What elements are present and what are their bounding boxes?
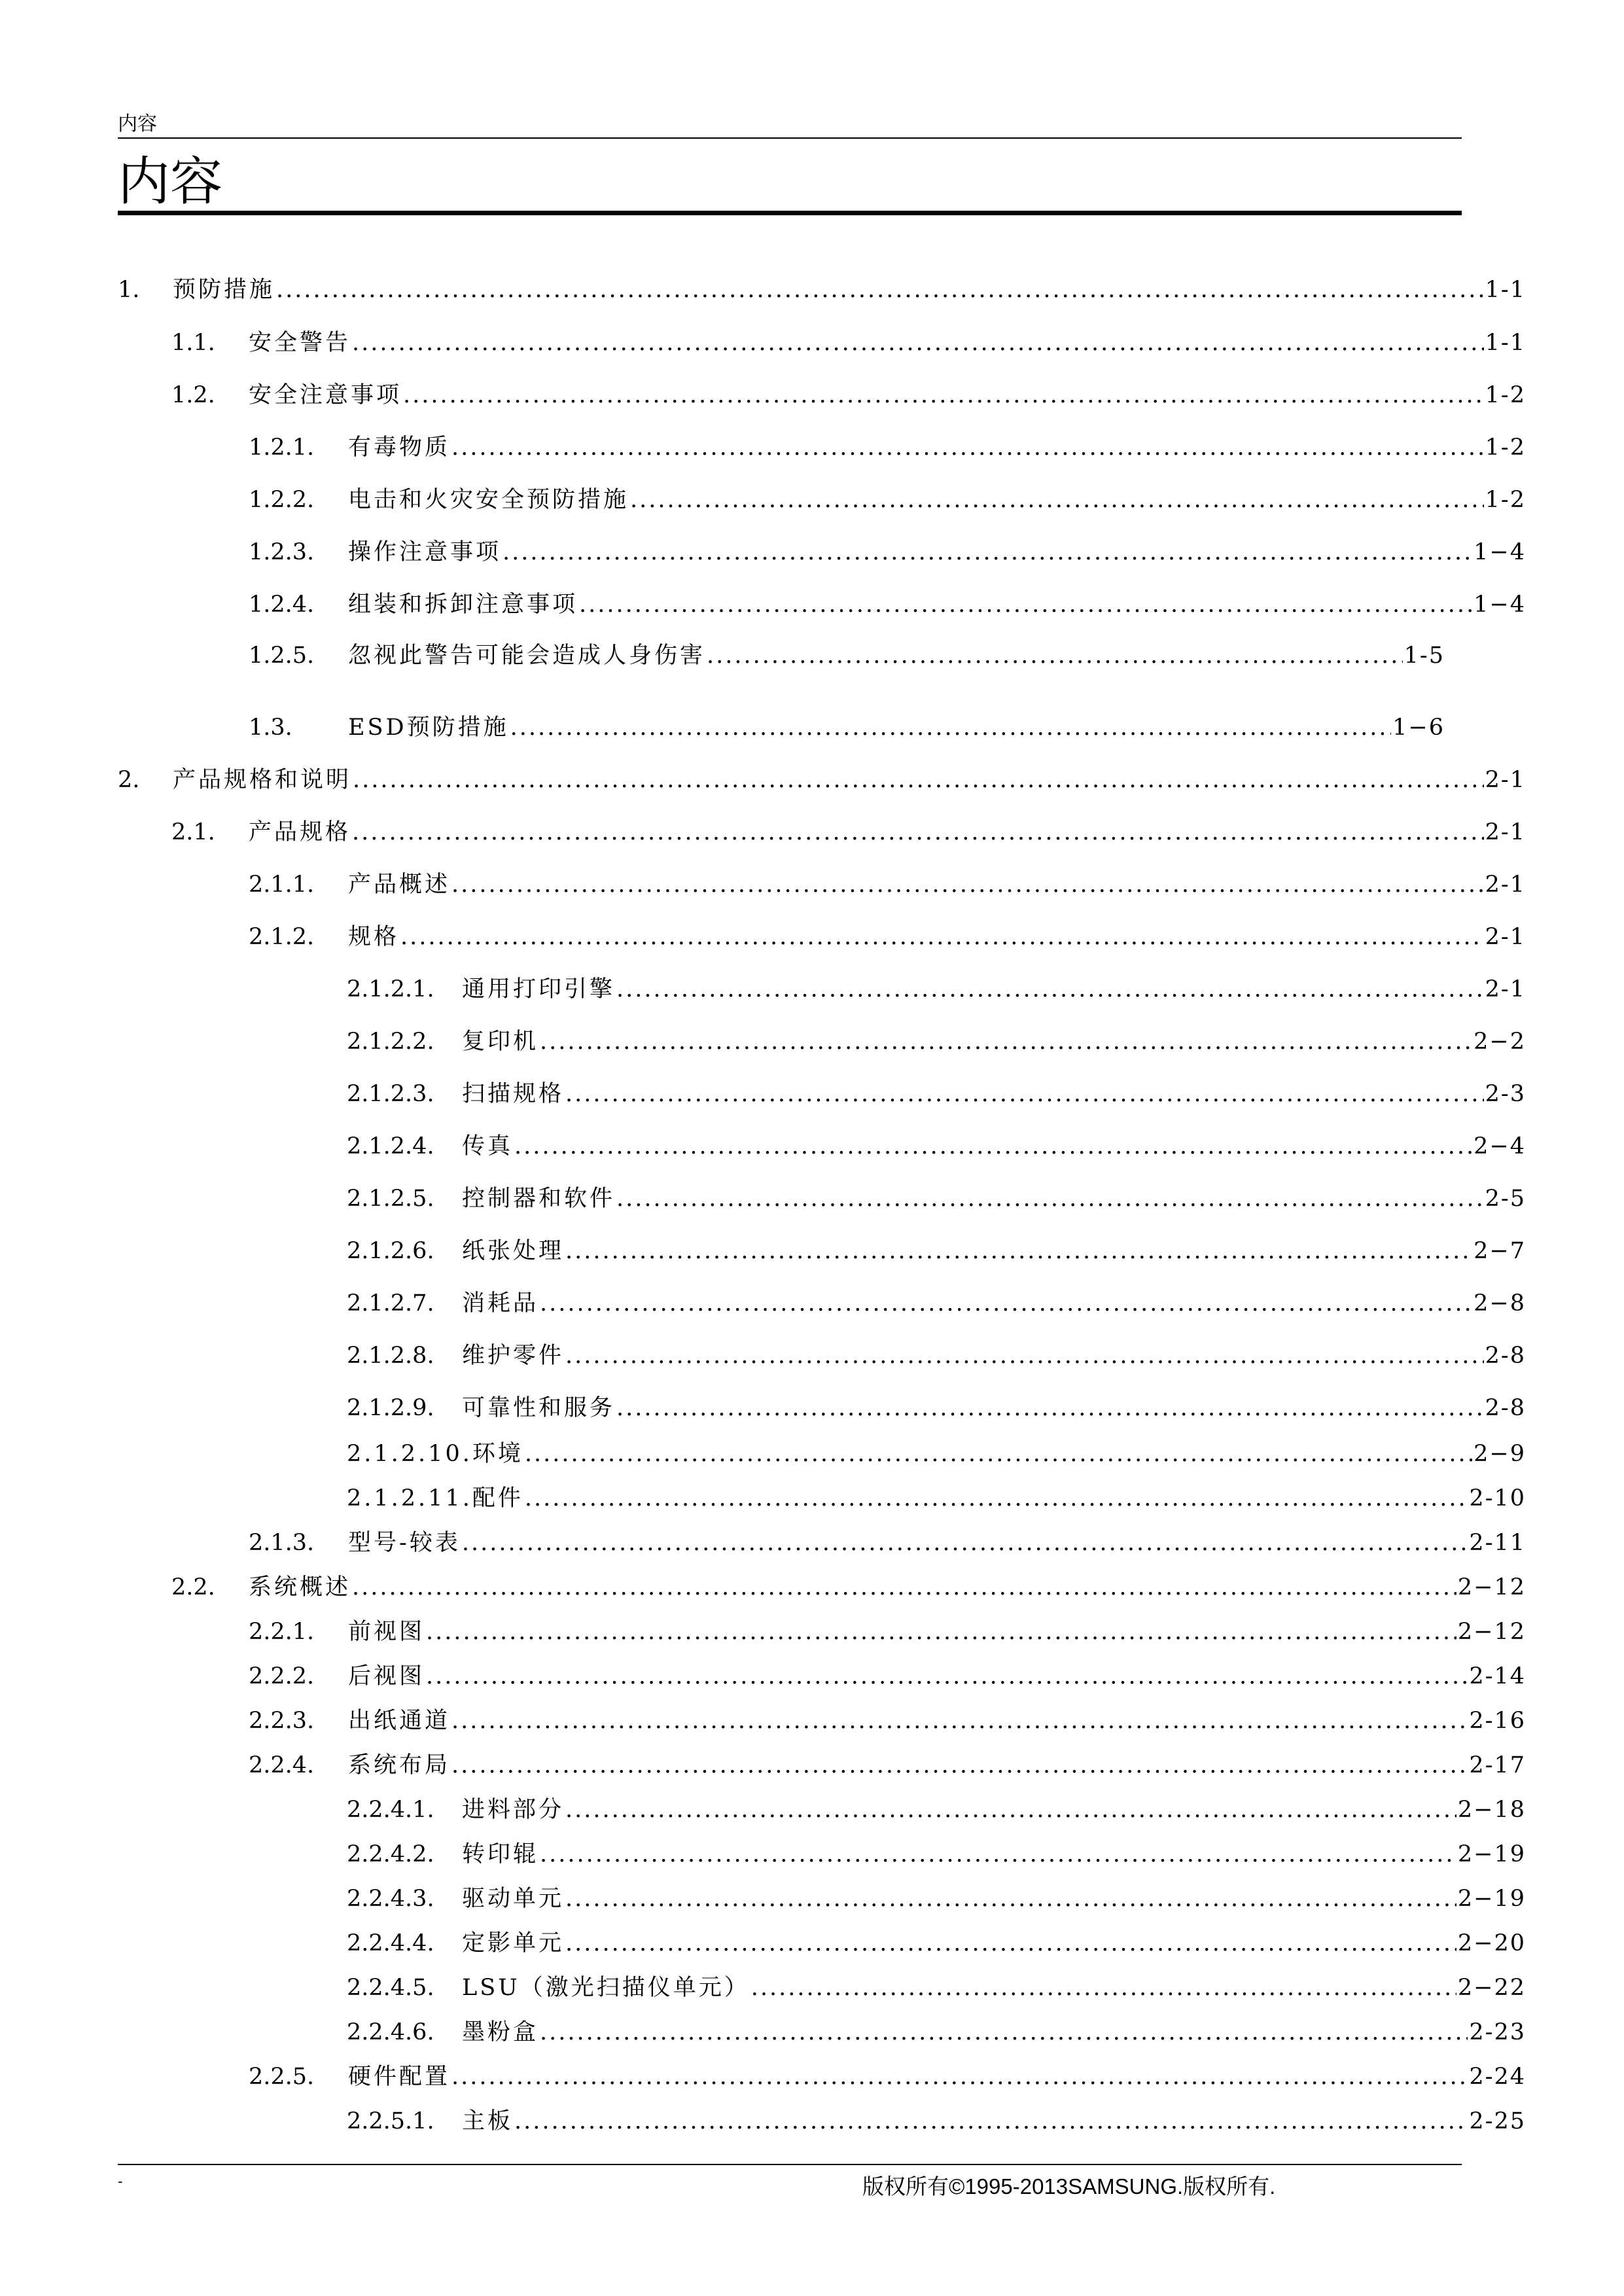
- toc-title: 出纸通道: [348, 1708, 451, 1734]
- toc-title: LSU（激光扫描仪单元）: [462, 1975, 750, 2001]
- toc-entry-1-2-1[interactable]: [249, 433, 1526, 462]
- toc-leader: [540, 2018, 1468, 2047]
- toc-number: 2.2.4.6.: [347, 2019, 434, 2045]
- toc-page-number: 2−19: [1457, 1886, 1526, 1912]
- toc-leader: [451, 433, 1484, 462]
- toc-page-number: 1−4: [1474, 592, 1526, 618]
- toc-title: 驱动单元: [462, 1886, 565, 1912]
- toc-page-number: 2-1: [1485, 819, 1526, 845]
- toc-entry-1-2-4[interactable]: [249, 590, 1526, 619]
- toc-title: 忽视此警告可能会造成人身伤害: [348, 643, 706, 669]
- toc-page-number: 1-5: [1403, 643, 1445, 669]
- toc-entry-2-2-5[interactable]: [249, 2062, 1526, 2091]
- toc-number: 2.2.4.5.: [347, 1975, 434, 2001]
- toc-number: 2.2.: [171, 1574, 215, 1600]
- toc-page-number: 2-1: [1485, 872, 1526, 898]
- toc-page-number: 1-1: [1485, 277, 1526, 303]
- toc-page-number: 2−20: [1457, 1930, 1526, 1956]
- toc-entry-2-2-3[interactable]: [249, 1706, 1526, 1735]
- page-title: 内容: [118, 151, 222, 212]
- toc-title: 安全警告: [249, 330, 351, 356]
- toc-number: 2.1.2.4.: [347, 1133, 434, 1159]
- toc-title: 环境: [472, 1441, 523, 1467]
- toc-entry-2-2-1[interactable]: [249, 1617, 1526, 1646]
- toc-title: 硬件配置: [348, 2064, 451, 2090]
- toc-entry-2-1-3[interactable]: [249, 1528, 1526, 1557]
- toc-page-number: 2-25: [1469, 2108, 1526, 2134]
- toc-page-number: 2-23: [1469, 2019, 1526, 2045]
- toc-title: 有毒物质: [348, 434, 451, 461]
- toc-page-number: 2-5: [1485, 1186, 1526, 1212]
- toc-number: 1.2.1.: [249, 434, 315, 461]
- toc-number: 2.1.2.9.: [347, 1395, 434, 1421]
- toc-entry-2-2-4[interactable]: [249, 1751, 1526, 1780]
- toc-number: 1.2.3.: [249, 539, 315, 565]
- toc-leader: [565, 1080, 1484, 1108]
- toc-entry-2-1-2-8[interactable]: [347, 1341, 1526, 1370]
- toc-leader: [565, 1341, 1484, 1370]
- toc-entry-2-2-2[interactable]: [249, 1662, 1526, 1691]
- toc-entry-2-1-2-6[interactable]: [347, 1237, 1526, 1265]
- toc-leader: [352, 818, 1484, 847]
- toc-entry-2-1-2-2[interactable]: [347, 1027, 1526, 1056]
- toc-page-number: 2-1: [1485, 976, 1526, 1002]
- toc-leader: [525, 1439, 1472, 1468]
- toc-page-number: 2-10: [1469, 1485, 1526, 1511]
- toc-title: 复印机: [462, 1029, 539, 1055]
- toc-title: 转印辊: [462, 1841, 539, 1867]
- toc-entry-1-2-3[interactable]: [249, 538, 1526, 567]
- footer-copyright: 版权所有©1995-2013SAMSUNG.版权所有.: [862, 2174, 1276, 2199]
- toc-leader: [540, 1027, 1472, 1056]
- toc-entry-1-2[interactable]: [171, 381, 1526, 410]
- toc-title: 可靠性和服务: [462, 1395, 616, 1421]
- toc-leader: [579, 590, 1472, 619]
- toc-entry-2-2-4-3[interactable]: [347, 1884, 1526, 1913]
- toc-page-number: 2-24: [1469, 2064, 1526, 2090]
- toc-number: 2.1.2.3.: [347, 1081, 434, 1107]
- toc-entry-2-2-4-2[interactable]: [347, 1840, 1526, 1869]
- toc-entry-1-1[interactable]: [171, 328, 1526, 357]
- toc-number: 2.: [118, 767, 140, 793]
- toc-title: 前视图: [348, 1619, 425, 1645]
- toc-entry-1-2-5[interactable]: [249, 641, 1445, 670]
- toc-entry-2-1-1[interactable]: [249, 870, 1526, 899]
- title-rule: [118, 211, 1462, 215]
- toc-entry-2-1-2-3[interactable]: [347, 1080, 1526, 1108]
- toc-page-number: 1-1: [1485, 330, 1526, 356]
- toc-number: 2.2.4.1.: [347, 1797, 434, 1823]
- toc-entry-2-2-4-6[interactable]: [347, 2018, 1526, 2047]
- toc-title: 型号-较表: [348, 1530, 461, 1556]
- toc-leader: [514, 1132, 1472, 1161]
- toc-number: 1.2.: [171, 382, 215, 408]
- toc-title: 产品概述: [348, 872, 451, 898]
- toc-number: 2.2.4.3.: [347, 1886, 434, 1912]
- toc-page-number: 2-1: [1485, 924, 1526, 950]
- footer-rule: [118, 2164, 1462, 2165]
- toc-page-number: 1−4: [1474, 539, 1526, 565]
- toc-page-number: 2-11: [1469, 1530, 1526, 1556]
- toc-number: 2.1.3.: [249, 1530, 315, 1556]
- toc-leader: [565, 1795, 1456, 1824]
- toc-number: 2.2.3.: [249, 1708, 315, 1734]
- toc-page-number: 2−2: [1474, 1029, 1526, 1055]
- toc-title: 控制器和软件: [462, 1186, 616, 1212]
- toc-leader: [630, 486, 1484, 514]
- toc-entry-2-2-4-4[interactable]: [347, 1929, 1526, 1958]
- toc-page-number: 2-3: [1485, 1081, 1526, 1107]
- toc-entry-1[interactable]: [118, 275, 1526, 304]
- toc-page-number: 2−22: [1457, 1975, 1526, 2001]
- toc-entry-2-1-2-9[interactable]: [347, 1394, 1526, 1422]
- toc-leader: [353, 766, 1484, 794]
- toc-leader: [426, 1662, 1468, 1691]
- toc-title: 配件: [472, 1485, 523, 1511]
- toc-page-number: 2-17: [1469, 1752, 1526, 1778]
- toc-page-number: 1-2: [1485, 434, 1526, 461]
- toc-leader: [751, 1973, 1456, 2002]
- toc-title: 操作注意事项: [348, 539, 502, 565]
- toc-number: 2.1.2.7.: [347, 1290, 434, 1316]
- toc-leader: [503, 538, 1472, 567]
- toc-number: 2.2.5.1.: [347, 2108, 434, 2134]
- toc-leader: [525, 1484, 1468, 1513]
- toc-leader: [403, 381, 1484, 410]
- running-header: 内容: [118, 113, 157, 135]
- toc-title: 产品规格: [249, 819, 351, 845]
- toc-title: 电击和火灾安全预防措施: [348, 487, 629, 513]
- toc-number: 2.1.2.8.: [347, 1343, 434, 1369]
- toc-leader: [707, 641, 1403, 670]
- toc-number: 2.2.4.2.: [347, 1841, 434, 1867]
- toc-page-number: 2−7: [1474, 1238, 1526, 1264]
- footer-page-mark: -: [118, 2174, 123, 2190]
- toc-title: 产品规格和说明: [173, 767, 352, 793]
- toc-entry-1-2-2[interactable]: [249, 486, 1526, 514]
- toc-number: 2.1.2.: [249, 924, 315, 950]
- toc-entry-2-2-4-5[interactable]: [347, 1973, 1526, 2002]
- toc-leader: [276, 275, 1484, 304]
- toc-page-number: 2-16: [1469, 1708, 1526, 1734]
- header-rule: [118, 137, 1462, 139]
- toc-leader: [510, 713, 1392, 742]
- toc-leader: [540, 1840, 1456, 1869]
- toc-leader: [616, 1394, 1484, 1422]
- toc-leader: [540, 1289, 1472, 1318]
- toc-number: 2.2.4.: [249, 1752, 315, 1778]
- toc-entry-2-1-2[interactable]: [249, 923, 1526, 951]
- toc-leader: [565, 1929, 1456, 1958]
- toc-entry-2-1-2-5[interactable]: [347, 1184, 1526, 1213]
- toc-page-number: 1−6: [1392, 715, 1445, 741]
- toc-leader: [451, 2062, 1468, 2091]
- toc-title: 后视图: [348, 1663, 425, 1689]
- toc-leader: [451, 1751, 1468, 1780]
- toc-leader: [616, 975, 1484, 1004]
- toc-entry-2-1-2-4[interactable]: [347, 1132, 1526, 1161]
- toc-leader: [352, 328, 1484, 357]
- toc-page-number: 2−8: [1474, 1290, 1526, 1316]
- toc-entry-2-2-5-1[interactable]: [347, 2107, 1526, 2136]
- toc-page-number: 2−9: [1474, 1441, 1526, 1467]
- toc-entry-2-2-4-1[interactable]: [347, 1795, 1526, 1824]
- toc-entry-2[interactable]: [118, 766, 1526, 794]
- toc-number: 2.1.1.: [249, 872, 315, 898]
- toc-leader: [451, 1706, 1468, 1735]
- toc-title: 系统布局: [348, 1752, 451, 1778]
- toc-number: 2.1.: [171, 819, 215, 845]
- toc-number: 1.1.: [171, 330, 215, 356]
- toc-title: 系统概述: [249, 1574, 351, 1600]
- toc-leader: [451, 870, 1484, 899]
- toc-leader: [565, 1237, 1472, 1265]
- toc-page-number: 2-1: [1485, 767, 1526, 793]
- toc-number: 2.1.2.11.: [347, 1485, 472, 1511]
- toc-entry-2-1-2-11[interactable]: [347, 1484, 1526, 1513]
- toc-number: 2.1.2.2.: [347, 1029, 434, 1055]
- toc-number: 2.2.1.: [249, 1619, 315, 1645]
- toc-page-number: 2−19: [1457, 1841, 1526, 1867]
- toc-leader: [462, 1528, 1468, 1557]
- toc-title: 维护零件: [462, 1343, 565, 1369]
- toc-entry-2-2[interactable]: [171, 1573, 1526, 1602]
- toc-page-number: 1-2: [1485, 487, 1526, 513]
- toc-title: 规格: [348, 924, 400, 950]
- toc-number: 2.1.2.10.: [347, 1441, 472, 1467]
- toc-title: 扫描规格: [462, 1081, 565, 1107]
- toc-number: 2.1.2.1.: [347, 976, 434, 1002]
- toc-entry-2-1[interactable]: [171, 818, 1526, 847]
- toc-title: 主板: [462, 2108, 514, 2134]
- toc-page-number: 2-8: [1485, 1343, 1526, 1369]
- toc-entry-2-1-2-10[interactable]: [347, 1439, 1526, 1468]
- toc-leader: [514, 2107, 1468, 2136]
- toc-title: ESD预防措施: [348, 715, 509, 741]
- toc-number: 2.1.2.5.: [347, 1186, 434, 1212]
- toc-page-number: 2−18: [1457, 1797, 1526, 1823]
- toc-page-number: 2−12: [1457, 1574, 1526, 1600]
- toc-number: 2.2.5.: [249, 2064, 315, 2090]
- toc-title: 墨粉盒: [462, 2019, 539, 2045]
- toc-title: 消耗品: [462, 1290, 539, 1316]
- toc-title: 定影单元: [462, 1930, 565, 1956]
- toc-number: 2.1.2.6.: [347, 1238, 434, 1264]
- toc-number: 1.2.4.: [249, 592, 315, 618]
- toc-leader: [400, 923, 1484, 951]
- toc-number: 2.2.2.: [249, 1663, 315, 1689]
- toc-title: 进料部分: [462, 1797, 565, 1823]
- toc-entry-2-1-2-7[interactable]: [347, 1289, 1526, 1318]
- toc-leader: [352, 1573, 1456, 1602]
- toc-number: 1.2.2.: [249, 487, 315, 513]
- toc-page-number: 2-8: [1485, 1395, 1526, 1421]
- toc-title: 通用打印引擎: [462, 976, 616, 1002]
- toc-number: 1.3.: [249, 715, 292, 741]
- toc-leader: [426, 1617, 1456, 1646]
- toc-title: 预防措施: [173, 277, 275, 303]
- toc-page-number: 1-2: [1485, 382, 1526, 408]
- toc-page-number: 2−12: [1457, 1619, 1526, 1645]
- toc-title: 安全注意事项: [249, 382, 402, 408]
- toc-title: 组装和拆卸注意事项: [348, 592, 578, 618]
- toc-page-number: 2−4: [1474, 1133, 1526, 1159]
- toc-entry-2-1-2-1[interactable]: [347, 975, 1526, 1004]
- toc-number: 1.2.5.: [249, 643, 315, 669]
- toc-number: 2.2.4.4.: [347, 1930, 434, 1956]
- toc-leader: [616, 1184, 1484, 1213]
- toc-number: 1.: [118, 277, 140, 303]
- toc-title: 纸张处理: [462, 1238, 565, 1264]
- toc-title: 传真: [462, 1133, 514, 1159]
- toc-page-number: 2-14: [1469, 1663, 1526, 1689]
- toc-leader: [565, 1884, 1456, 1913]
- toc-entry-1-3[interactable]: [249, 713, 1445, 742]
